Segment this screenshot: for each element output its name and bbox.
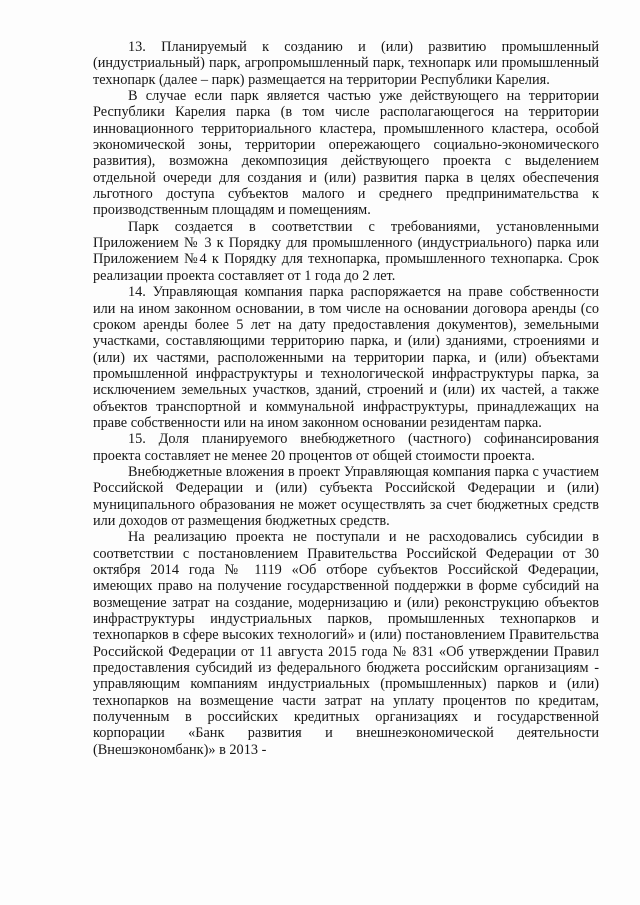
- document-body: [93, 39, 599, 758]
- paragraph-14: 14. Управляющая компания парка распоряжается на праве собственности или на ином законном основании, в том числе на основании договора аренды (со сроком аренды более 5 лет на дату предоставления документов), земельными участками, составляющими территорию парка, и (или) зданиями, строениями и (или) их частями, расположенными на территории парка, и (или) объектами промышленной инфраструктуры и технологической инфраструктуры парка, за исключением земельных участков, зданий, строений и (или) их частей, а также объектов транспортной и коммунальной инфраструктуры, принадлежащих на праве собственности или на ином законном основании резидентам парка.: [93, 284, 599, 431]
- paragraph-park-requirements: Парк создается в соответствии с требованиями, установленными Приложением № 3 к Порядку для промышленного (индустриального) парка или Приложением №4 к Порядку для технопарка, промышленного технопарка. Срок реализации проекта составляет от 1 года до 2 лет.: [93, 218, 599, 284]
- paragraph-subsidies: На реализацию проекта не поступали и не расходовались субсидии в соответствии с постановлением Правительства Российской Федерации от 30 октября 2014 года № 1119 «Об отборе субъектов Российской Федерации, имеющих право на получение государственной поддержки в форме субсидий на возмещение затрат на создание, модернизацию и (или) реконструкцию объектов инфраструктуры индустриальных парков, промышленных технопарков и технопарков в сфере высоких технологий» и (или) постановлением Правительства Российской Федерации от 11 августа 2015 года № 831 «Об утверждении Правил предоставления субсидий из федерального бюджета российским организациям - управляющим компаниям индустриальных (промышленных) парков и (или) технопарков на возмещение части затрат на уплату процентов по кредитам, полученным в российских кредитных организациях и государственной корпорации «Банк развития и внешнеэкономической деятельности (Внешэкономбанк)» в 2013 -: [93, 529, 599, 758]
- paragraph-15: 15. Доля планируемого внебюджетного (частного) софинансирования проекта составляет не менее 20 процентов от общей стоимости проекта.: [93, 431, 599, 464]
- paragraph-13: 13. Планируемый к созданию и (или) развитию промышленный (индустриальный) парк, агропромышленный парк, технопарк или промышленный технопарк (далее – парк) размещается на территории Республики Карелия.: [93, 39, 599, 88]
- paragraph-extrabudgetary: Внебюджетные вложения в проект Управляющая компания парка с участием Российской Федерации и (или) субъекта Российской Федерации и (или) муниципального образования не может осуществлять за счет бюджетных средств или доходов от размещения бюджетных средств.: [93, 463, 599, 529]
- paragraph-park-decomposition: В случае если парк является частью уже действующего на территории Республики Карелия парка (в том числе располагающегося на территории инновационного территориального кластера, промышленного кластера, особой экономической зоны, территории опережающего социально-экономического развития), возможна декомпозиция действующего проекта с выделением отдельной очереди для создания и (или) развития парка в целях обеспечения льготного доступа субъектов малого и среднего предпринимательства к производственным площадям и помещениям.: [93, 88, 599, 219]
